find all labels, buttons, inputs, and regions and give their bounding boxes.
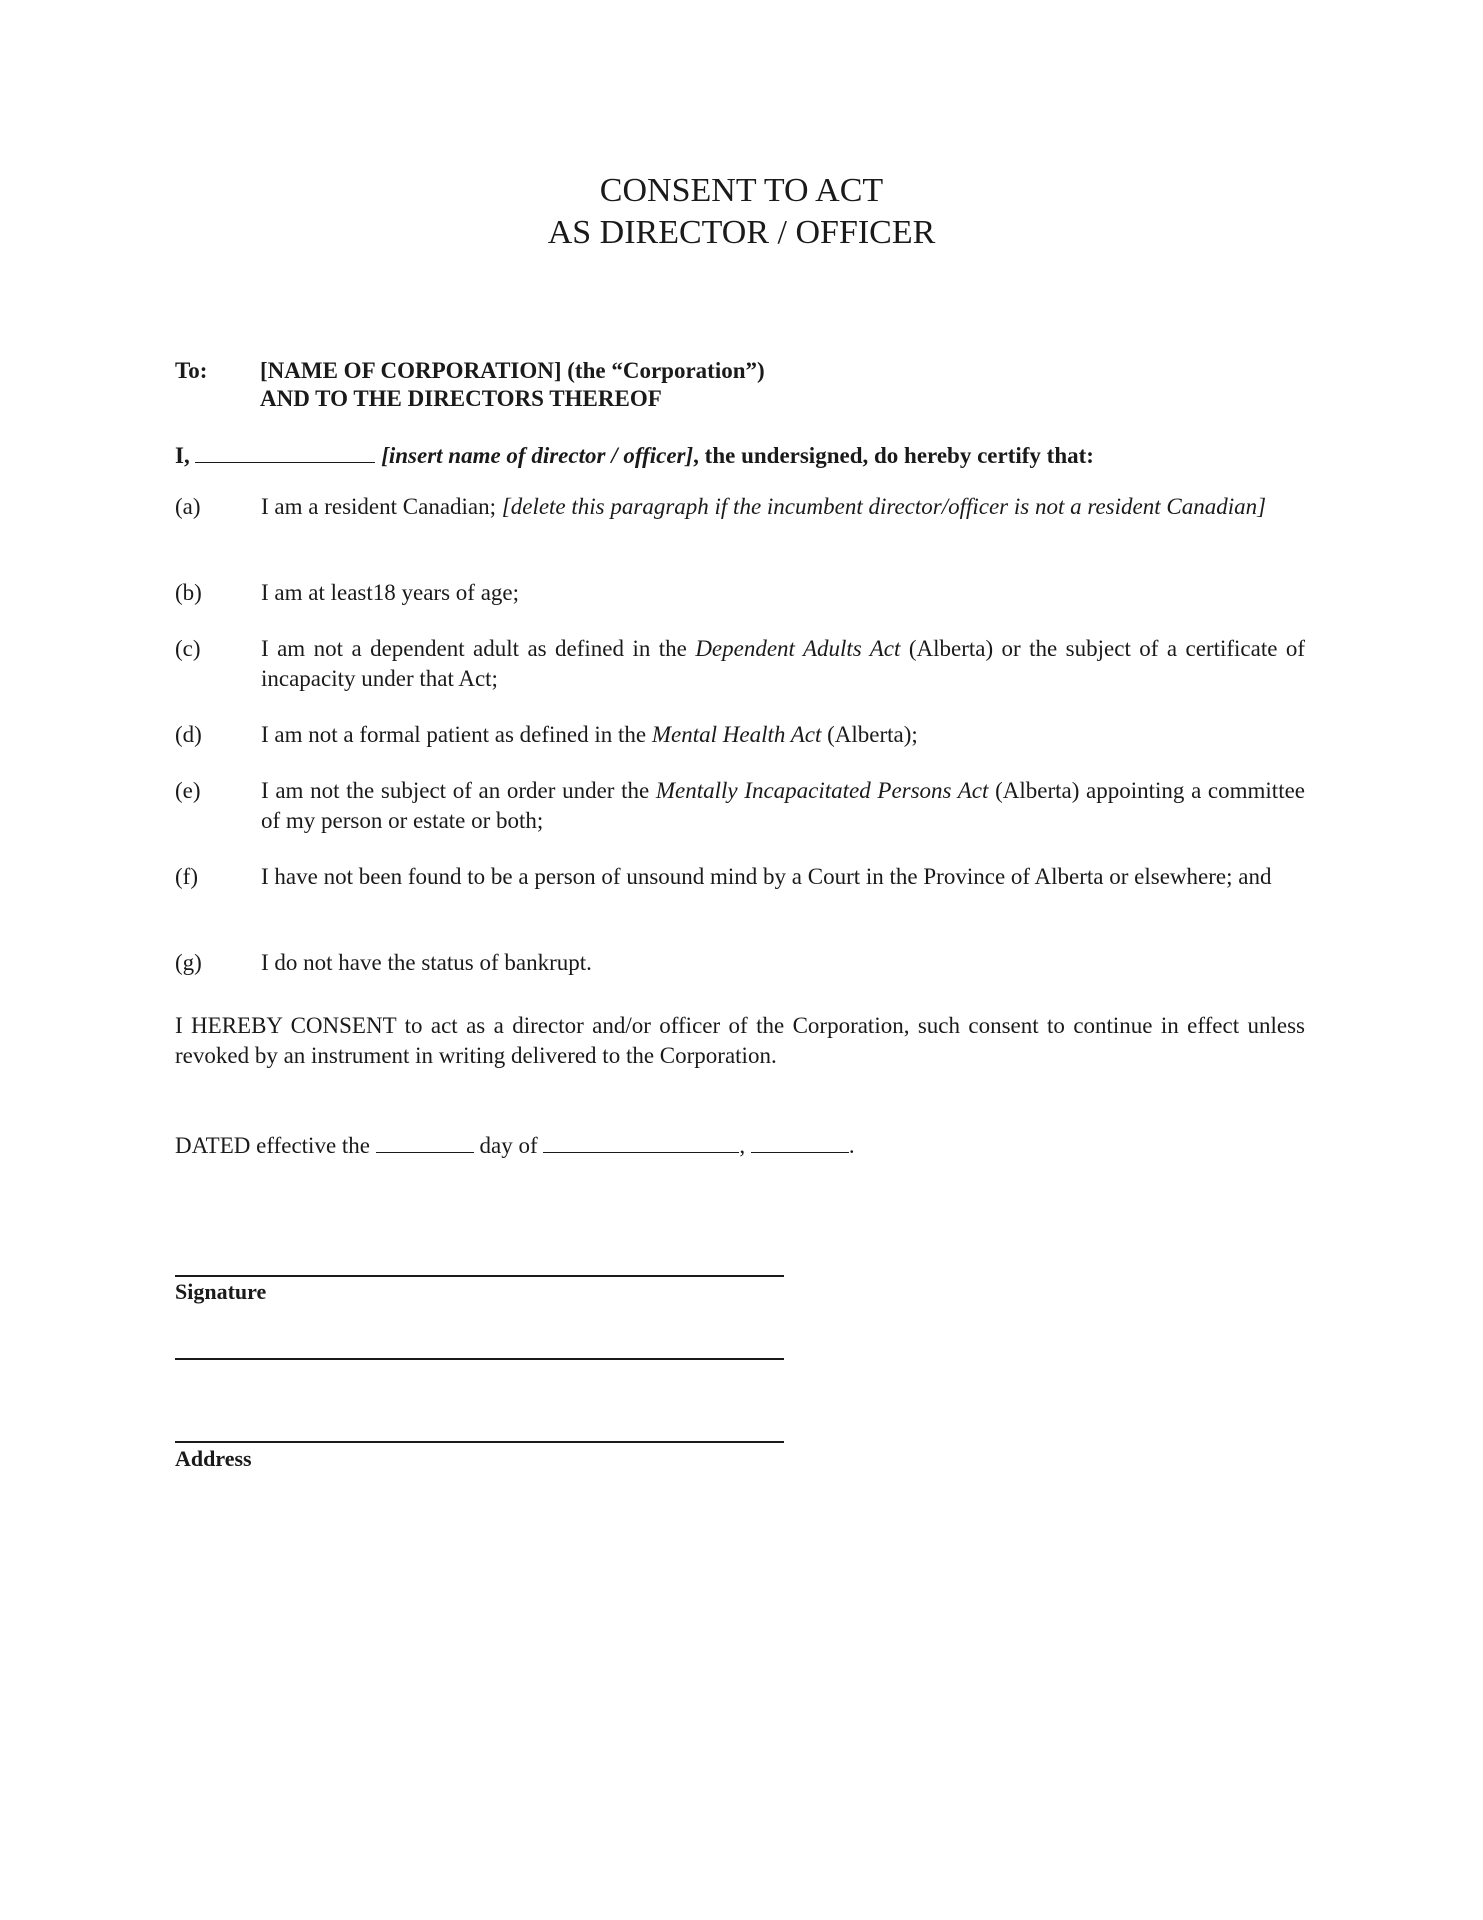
dated-comma: , [739, 1133, 746, 1158]
item-letter: (g) [175, 950, 202, 975]
act-name: Dependent Adults Act [695, 636, 901, 661]
certify-line [175, 442, 1315, 470]
signature-line [175, 1275, 784, 1277]
item-text-plain: (Alberta) or the subject of a certificate of incapacity under that Act; [261, 636, 1306, 691]
dated-middle: day of [479, 1133, 538, 1158]
addressee-lines [260, 357, 765, 413]
dated-period: . [848, 1133, 855, 1158]
dated-line [175, 1131, 855, 1161]
item-text-plain: I am a resident Canadian; [261, 494, 497, 519]
item-text [261, 720, 1305, 750]
address-line-1 [175, 1358, 784, 1360]
item-text [261, 578, 1305, 608]
to-label: To: [175, 358, 208, 383]
title-line-1: CONSENT TO ACT [599, 172, 884, 209]
certify-prefix: I, [175, 443, 190, 468]
addressee-line-1: [NAME OF CORPORATION] (the “Corporation”) [260, 358, 765, 383]
item-letter: (a) [175, 494, 201, 519]
act-name: Mental Health Act [651, 722, 822, 747]
item-text-plain: I am not the subject of an order under the [261, 778, 650, 803]
act-name: Mentally Incapacitated Persons Act [655, 778, 989, 803]
item-text-plain: (Alberta) appointing a committee of my person or estate or both; [261, 778, 1306, 833]
item-letter: (e) [175, 778, 201, 803]
item-text [261, 948, 1305, 978]
item-text-plain: (Alberta); [827, 722, 918, 747]
title-line-2: AS DIRECTOR / OFFICER [547, 214, 936, 251]
dated-prefix: DATED effective the [175, 1133, 370, 1158]
item-text [261, 492, 1305, 522]
consent-paragraph: I HEREBY CONSENT to act as a director and/or officer of the Corporation, such consent to continue in effect unless revoked by an instrument in writing delivered to the Corporation. [175, 1013, 1305, 1068]
director-name-blank [195, 442, 375, 463]
item-text-plain: I am not a dependent adult as defined in the [261, 636, 687, 661]
item-text-plain: I am not a formal patient as defined in the [261, 722, 647, 747]
month-blank [543, 1132, 739, 1153]
item-letter: (d) [175, 722, 202, 747]
certify-suffix: , the undersigned, do hereby certify that: [693, 443, 1094, 468]
item-letter: (f) [175, 864, 198, 889]
address-label: Address [175, 1446, 252, 1471]
item-text [261, 634, 1305, 694]
addressee-line-2: AND TO THE DIRECTORS THEREOF [260, 386, 662, 411]
year-blank [751, 1132, 849, 1153]
certify-instruction: [insert name of director / officer] [381, 443, 694, 468]
day-blank [376, 1132, 474, 1153]
item-text-plain: I have not been found to be a person of unsound mind by a Court in the Province of Alberta or elsewhere; and [261, 864, 1272, 889]
signature-label: Signature [175, 1279, 267, 1304]
item-letter: (b) [175, 580, 202, 605]
item-letter: (c) [175, 636, 201, 661]
item-text [261, 862, 1305, 892]
item-text-plain: I am at least18 years of age; [261, 580, 519, 605]
document-title [0, 170, 1483, 254]
item-text-plain: I do not have the status of bankrupt. [261, 950, 592, 975]
item-text-italic: [delete this paragraph if the incumbent director/officer is not a resident Canadian] [501, 494, 1267, 519]
address-line-2 [175, 1441, 784, 1443]
item-text [261, 776, 1305, 836]
